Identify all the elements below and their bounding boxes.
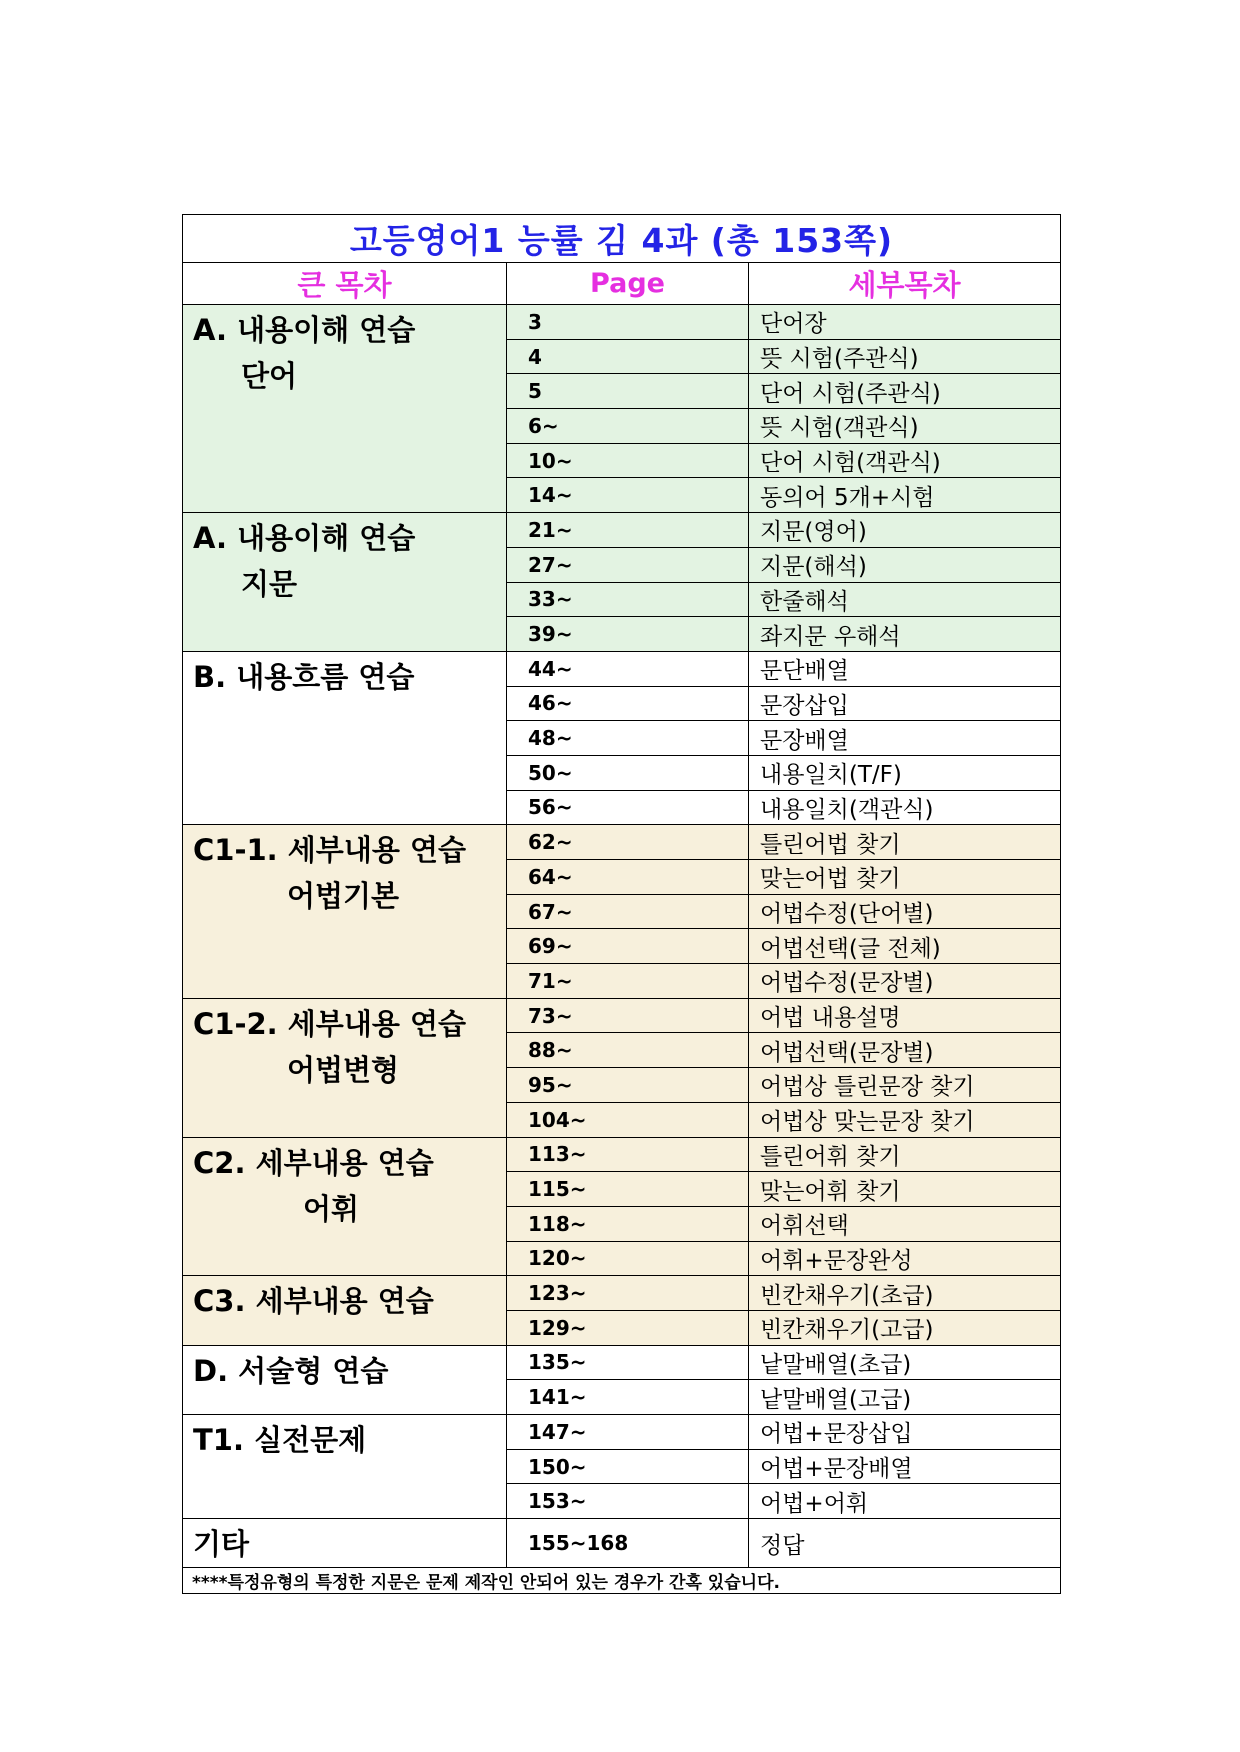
section-title: 기타: [193, 1527, 250, 1562]
section-cell: [183, 305, 507, 513]
page-number: 50~: [507, 755, 749, 790]
detail-item: 어법상 맞는문장 찾기: [749, 1102, 1061, 1137]
page-number: 118~: [507, 1206, 749, 1241]
detail-item: 정답: [749, 1519, 1061, 1568]
header-section: 큰 목차: [183, 263, 507, 305]
section-title: C3. 세부내용 연습: [193, 1284, 434, 1319]
page-number: 3: [507, 305, 749, 340]
section-title: C2. 세부내용 연습: [193, 1145, 434, 1180]
detail-item: 문장삽입: [749, 686, 1061, 721]
detail-item: 낱말배열(고급): [749, 1380, 1061, 1415]
page-number: 95~: [507, 1068, 749, 1103]
section-subtitle: 어법기본: [287, 879, 400, 914]
page-number: 88~: [507, 1033, 749, 1068]
section-cell: [183, 1519, 507, 1568]
detail-item: 맞는어법 찾기: [749, 860, 1061, 895]
page-number: 153~: [507, 1484, 749, 1519]
section-cell: [183, 1276, 507, 1345]
detail-item: 내용일치(T/F): [749, 755, 1061, 790]
detail-item: 틀린어휘 찾기: [749, 1137, 1061, 1172]
section-cell: [183, 825, 507, 998]
page-number: 48~: [507, 721, 749, 756]
section-subtitle: 지문: [241, 567, 298, 602]
section-title: D. 서술형 연습: [193, 1353, 389, 1388]
page-number: 120~: [507, 1241, 749, 1276]
page-number: 113~: [507, 1137, 749, 1172]
page-number: 123~: [507, 1276, 749, 1311]
page-number: 14~: [507, 478, 749, 513]
section-cell: [183, 1415, 507, 1519]
section-cell: [183, 513, 507, 652]
detail-item: 어휘+문장완성: [749, 1241, 1061, 1276]
table-row: [183, 1137, 1061, 1172]
page-number: 62~: [507, 825, 749, 860]
detail-item: 어법+어휘: [749, 1484, 1061, 1519]
detail-item: 낱말배열(초급): [749, 1345, 1061, 1380]
detail-item: 틀린어법 찾기: [749, 825, 1061, 860]
section-title: A. 내용이해 연습: [193, 521, 416, 556]
detail-item: 단어장: [749, 305, 1061, 340]
document-title: 고등영어1 능률 김 4과 (총 153쪽): [183, 215, 1061, 263]
detail-item: 좌지문 우해석: [749, 617, 1061, 652]
page-number: 129~: [507, 1310, 749, 1345]
table-row: [183, 825, 1061, 860]
table-row: [183, 305, 1061, 340]
section-cell: [183, 998, 507, 1137]
detail-item: 지문(영어): [749, 513, 1061, 548]
page-number: 39~: [507, 617, 749, 652]
page-number: 46~: [507, 686, 749, 721]
header-detail: 세부목차: [749, 263, 1061, 305]
detail-item: 뜻 시험(주관식): [749, 339, 1061, 374]
detail-item: 단어 시험(객관식): [749, 443, 1061, 478]
page-number: 141~: [507, 1380, 749, 1415]
footnote: ****특정유형의 특정한 지문은 문제 제작인 안되어 있는 경우가 간혹 있습니다.: [183, 1568, 1061, 1594]
section-title: B. 내용흐름 연습: [193, 659, 415, 694]
section-cell: [183, 1137, 507, 1276]
detail-item: 어법수정(문장별): [749, 964, 1061, 999]
detail-item: 문장배열: [749, 721, 1061, 756]
section-subtitle: 어법변형: [287, 1052, 400, 1087]
page-number: 5: [507, 374, 749, 409]
page-number: 135~: [507, 1345, 749, 1380]
page-number: 33~: [507, 582, 749, 617]
page-number: 150~: [507, 1449, 749, 1484]
page-number: 71~: [507, 964, 749, 999]
page-number: 6~: [507, 409, 749, 444]
section-subtitle: 단어: [241, 359, 298, 393]
detail-item: 빈칸채우기(초급): [749, 1276, 1061, 1311]
page-number: 73~: [507, 998, 749, 1033]
page-number: 44~: [507, 651, 749, 686]
detail-item: 어휘선택: [749, 1206, 1061, 1241]
section-cell: [183, 1345, 507, 1414]
page-number: 27~: [507, 547, 749, 582]
detail-item: 어법선택(글 전체): [749, 929, 1061, 964]
section-subtitle: 어휘: [303, 1191, 360, 1226]
page-number: 115~: [507, 1172, 749, 1207]
detail-item: 어법 내용설명: [749, 998, 1061, 1033]
page-number: 10~: [507, 443, 749, 478]
section-title: C1-2. 세부내용 연습: [193, 1006, 466, 1041]
detail-item: 어법+문장삽입: [749, 1415, 1061, 1450]
detail-item: 빈칸채우기(고급): [749, 1310, 1061, 1345]
section-cell: [183, 651, 507, 824]
section-title: A. 내용이해 연습: [193, 313, 416, 347]
detail-item: 문단배열: [749, 651, 1061, 686]
detail-item: 한줄해석: [749, 582, 1061, 617]
page-number: 155~168: [507, 1519, 749, 1568]
detail-item: 단어 시험(주관식): [749, 374, 1061, 409]
table-row: [183, 1276, 1061, 1311]
page-number: 56~: [507, 790, 749, 825]
detail-item: 내용일치(객관식): [749, 790, 1061, 825]
table-row: [183, 651, 1061, 686]
table-row: [183, 1345, 1061, 1380]
detail-item: 어법+문장배열: [749, 1449, 1061, 1484]
footnote-row: [183, 1568, 1061, 1594]
page-number: 147~: [507, 1415, 749, 1450]
table-row: [183, 1519, 1061, 1568]
page-number: 4: [507, 339, 749, 374]
table-row: [183, 513, 1061, 548]
table-row: [183, 998, 1061, 1033]
page-number: 67~: [507, 894, 749, 929]
detail-item: 동의어 5개+시험: [749, 478, 1061, 513]
detail-item: 어법수정(단어별): [749, 894, 1061, 929]
detail-item: 어법선택(문장별): [749, 1033, 1061, 1068]
table-row: [183, 1415, 1061, 1450]
toc-table: [182, 214, 1061, 1594]
section-title: T1. 실전문제: [193, 1423, 367, 1457]
header-row: [183, 263, 1061, 305]
page-number: 104~: [507, 1102, 749, 1137]
detail-item: 맞는어휘 찾기: [749, 1172, 1061, 1207]
detail-item: 뜻 시험(객관식): [749, 409, 1061, 444]
page-number: 21~: [507, 513, 749, 548]
detail-item: 어법상 틀린문장 찾기: [749, 1068, 1061, 1103]
detail-item: 지문(해석): [749, 547, 1061, 582]
title-row: [183, 215, 1061, 263]
section-title: C1-1. 세부내용 연습: [193, 833, 466, 868]
header-page: Page: [507, 263, 749, 305]
page-number: 64~: [507, 860, 749, 895]
page-number: 69~: [507, 929, 749, 964]
